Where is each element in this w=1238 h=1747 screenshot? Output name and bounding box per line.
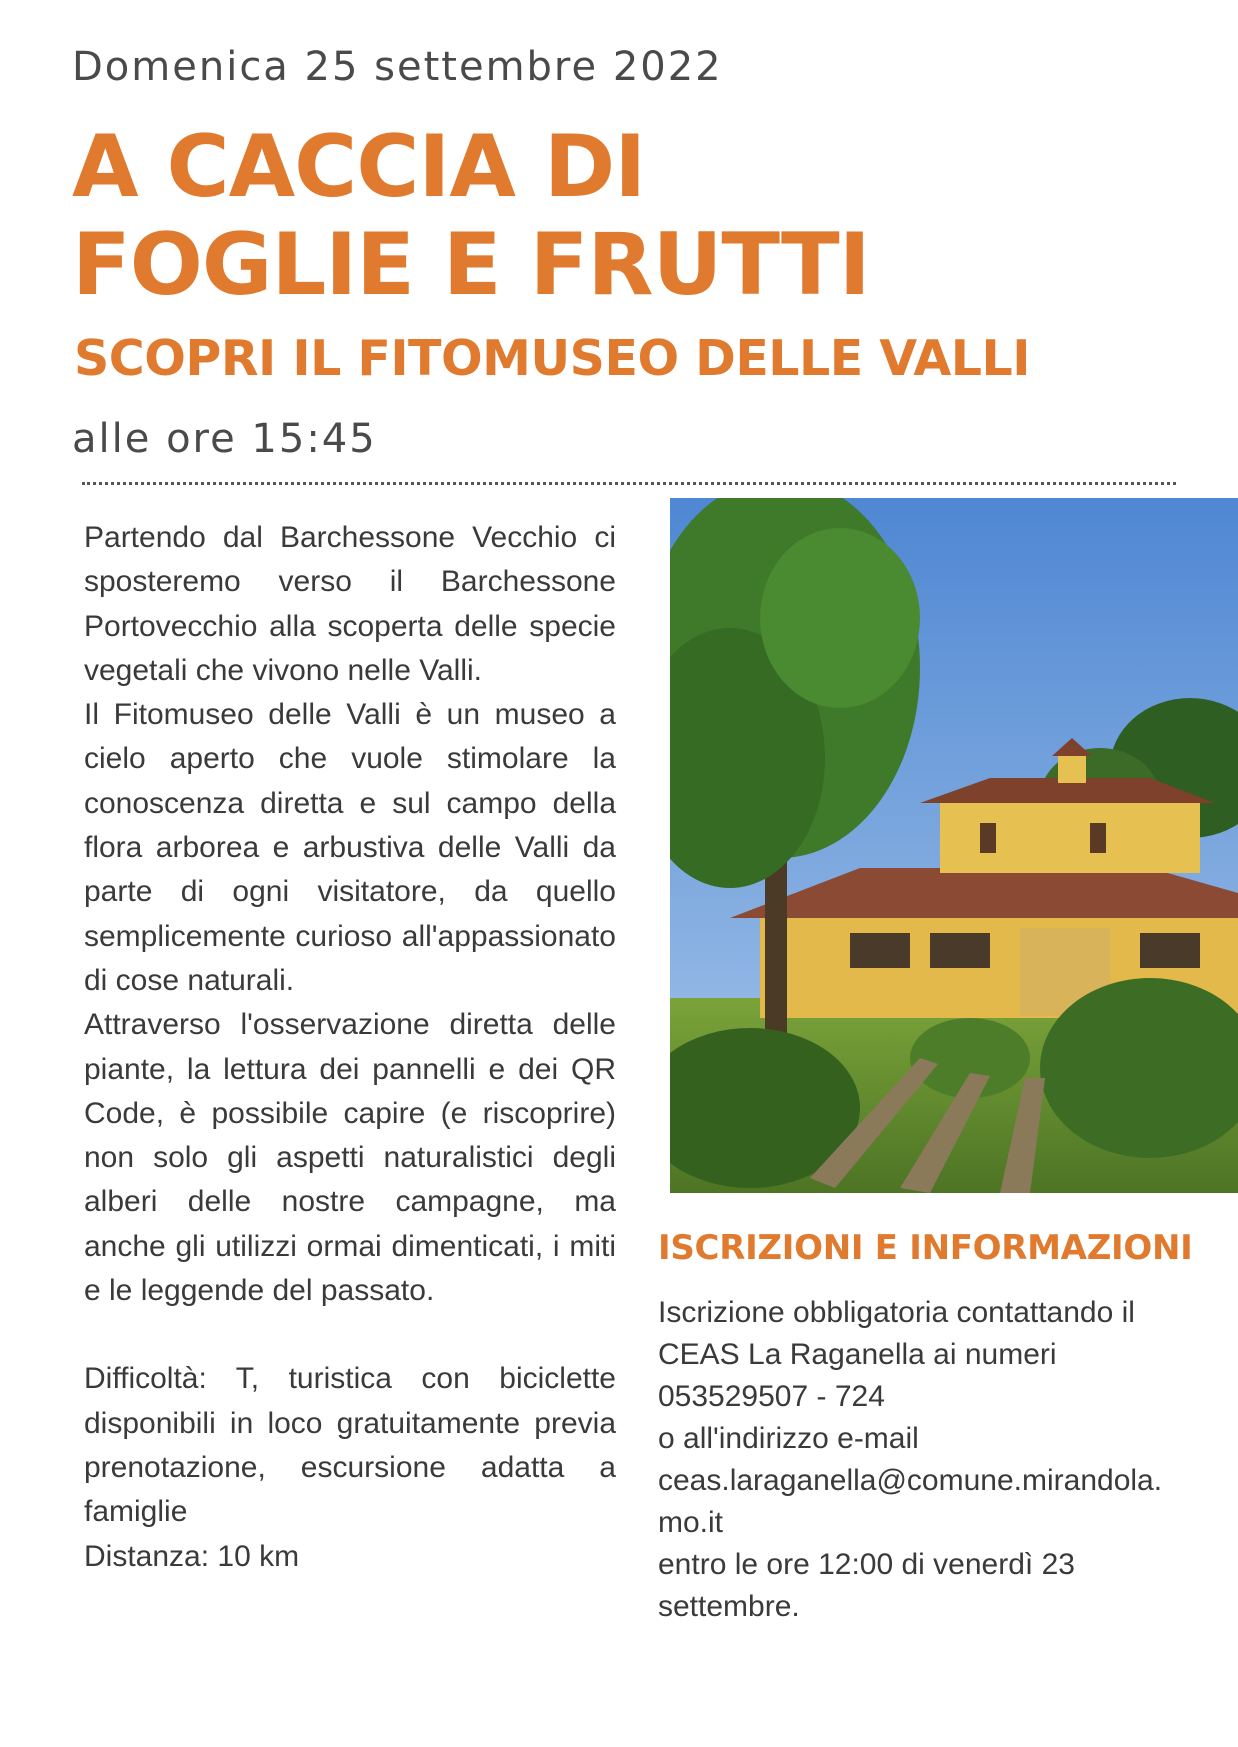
info-deadline: entro le ore 12:00 di venerdì 23 <box>658 1548 1075 1581</box>
event-title <box>72 118 870 314</box>
title-line-1: A CACCIA DI <box>72 117 646 217</box>
info-phone: 053529507 - 724 <box>658 1380 885 1413</box>
title-line-2: FOGLIE E FRUTTI <box>72 215 870 315</box>
info-line: Iscrizione obbligatoria contattando il <box>658 1296 1135 1329</box>
event-subtitle: SCOPRI IL FITOMUSEO DELLE VALLI <box>74 330 1030 387</box>
description-paragraph: Il Fitomuseo delle Valli è un museo a cielo aperto che vuole stimolare la conoscenza diretta e sul campo della flora arborea e arbustiva delle Valli da parte di ogni visitatore, da quello semplicemente curioso all'appassionato di cose naturali. <box>84 698 616 997</box>
info-email-cont: mo.it <box>658 1506 724 1539</box>
distance-text: Distanza: 10 km <box>84 1539 300 1573</box>
building-photo-icon <box>670 498 1238 1193</box>
description-paragraph: Partendo dal Barchessone Vecchio ci sposteremo verso il Barchessone Portovecchio alla scoperta delle specie vegetali che vivono nelle Valli. <box>84 521 616 687</box>
difficulty-text: Difficoltà: T, turistica con biciclette disponibili in loco gratuitamente previa prenotazione, escursione adatta a famiglie <box>84 1362 616 1529</box>
info-email: ceas.laraganella@comune.mirandola. <box>658 1464 1163 1497</box>
event-time: alle ore 15:45 <box>72 416 377 462</box>
description-paragraph: Attraverso l'osservazione diretta delle piante, la lettura dei pannelli e dei QR Code, è possibile capire (e riscoprire) non solo gli aspetti naturalistici degli alberi delle nostre campagne, ma anche gli utilizzi ormai dimenticati, i miti e le leggende del passato. <box>84 1008 616 1308</box>
info-line: o all'indirizzo e-mail <box>658 1422 919 1455</box>
info-title: ISCRIZIONI E INFORMAZIONI <box>658 1228 1193 1268</box>
info-line: CEAS La Raganella ai numeri <box>658 1338 1057 1371</box>
dotted-divider <box>82 482 1176 485</box>
fitomuseo-photo <box>670 498 1238 1193</box>
event-date: Domenica 25 settembre 2022 <box>72 44 723 90</box>
info-text <box>658 1292 1198 1628</box>
description-column <box>84 516 616 1579</box>
info-deadline-cont: settembre. <box>658 1590 800 1623</box>
